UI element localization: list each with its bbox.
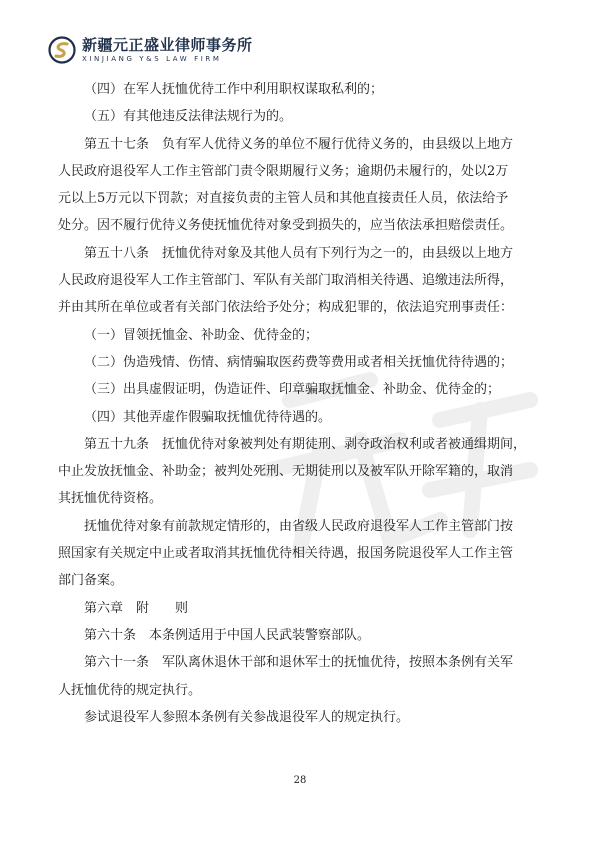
- article-57-line-1: 第五十七条 负有军人优待义务的单位不履行优待义务的，由县级以上地方: [84, 136, 514, 152]
- firm-name-en: XINJIANG Y&S LAW FIRM: [82, 54, 222, 63]
- firm-name-block: [82, 35, 253, 63]
- article-61-line-1: 第六十一条 军队离休退休干部和退休军士的抚恤优待，按照本条例有关军: [84, 655, 514, 671]
- article-57-line-2: 人民政府退役军人工作主管部门责令限期履行义务；逾期仍未履行的，处以2万: [58, 163, 509, 179]
- article-61-line-2: 人抚恤优待的规定执行。: [58, 682, 202, 698]
- firm-logo-icon: [48, 36, 76, 64]
- article-58-item-1: （一）冒领抚恤金、补助金、优待金的；: [84, 327, 319, 343]
- article-58-item-2: （二）伪造残情、伤情、病情骗取医药费等费用或者相关抚恤优待待遇的；: [84, 354, 514, 370]
- article-61-para2: 参试退役军人参照本条例有关参战退役军人的规定执行。: [84, 709, 410, 725]
- chapter-heading: 第六章 附 则: [84, 600, 189, 616]
- article-59-line-1: 第五十九条 抚恤优待对象被判处有期徒刑、剥夺政治权利或者被通缉期间，: [84, 436, 527, 452]
- article-58-line-2: 人民政府退役军人工作主管部门、军队有关部门取消相关待遇、追缴违法所得，: [58, 273, 514, 289]
- firm-name-cn: 新疆元正盛业律师事务所: [82, 35, 253, 54]
- article-58-line-1: 第五十八条 抚恤优待对象及其他人员有下列行为之一的，由县级以上地方: [84, 245, 514, 261]
- article-59-line-2: 中止发放抚恤金、补助金；被判处死刑、无期徒刑以及被军队开除军籍的，取消: [58, 464, 514, 480]
- article-58-item-3: （三）出具虚假证明，伪造证件、印章骗取抚恤金、补助金、优待金的；: [84, 382, 501, 398]
- letterhead: [48, 34, 253, 66]
- article-57-line-3: 元以上5万元以下罚款；对直接负责的主管人员和其他直接责任人员，依法给予: [58, 191, 509, 207]
- article-59-line-3: 其抚恤优待资格。: [58, 491, 163, 507]
- page-number: 28: [293, 775, 307, 786]
- article-59-para2-line-2: 照国家有关规定中止或者取消其抚恤优待相关待遇，报国务院退役军人工作主管: [58, 546, 514, 562]
- document-body: [58, 76, 546, 731]
- paragraph-item-5: （五）有其他违反法律法规行为的。: [84, 109, 293, 125]
- paragraph-item-4: （四）在军人抚恤优待工作中利用职权谋取私利的；: [84, 82, 384, 97]
- article-58-item-4: （四）其他弄虚作假骗取抚恤优待待遇的。: [84, 409, 332, 425]
- article-58-line-3: 并由其所在单位或者有关部门依法给予处分；构成犯罪的，依法追究刑事责任：: [58, 300, 514, 316]
- article-59-para2-line-1: 抚恤优待对象有前款规定情形的，由省级人民政府退役军人工作主管部门按: [84, 518, 514, 534]
- article-57-line-4: 处分。因不履行优待义务使抚恤优待对象受到损失的，应当依法承担赔偿责任。: [58, 218, 514, 234]
- article-60: 第六十条 本条例适用于中国人民武装警察部队。: [84, 627, 371, 643]
- article-59-para2-line-3: 部门备案。: [58, 573, 124, 589]
